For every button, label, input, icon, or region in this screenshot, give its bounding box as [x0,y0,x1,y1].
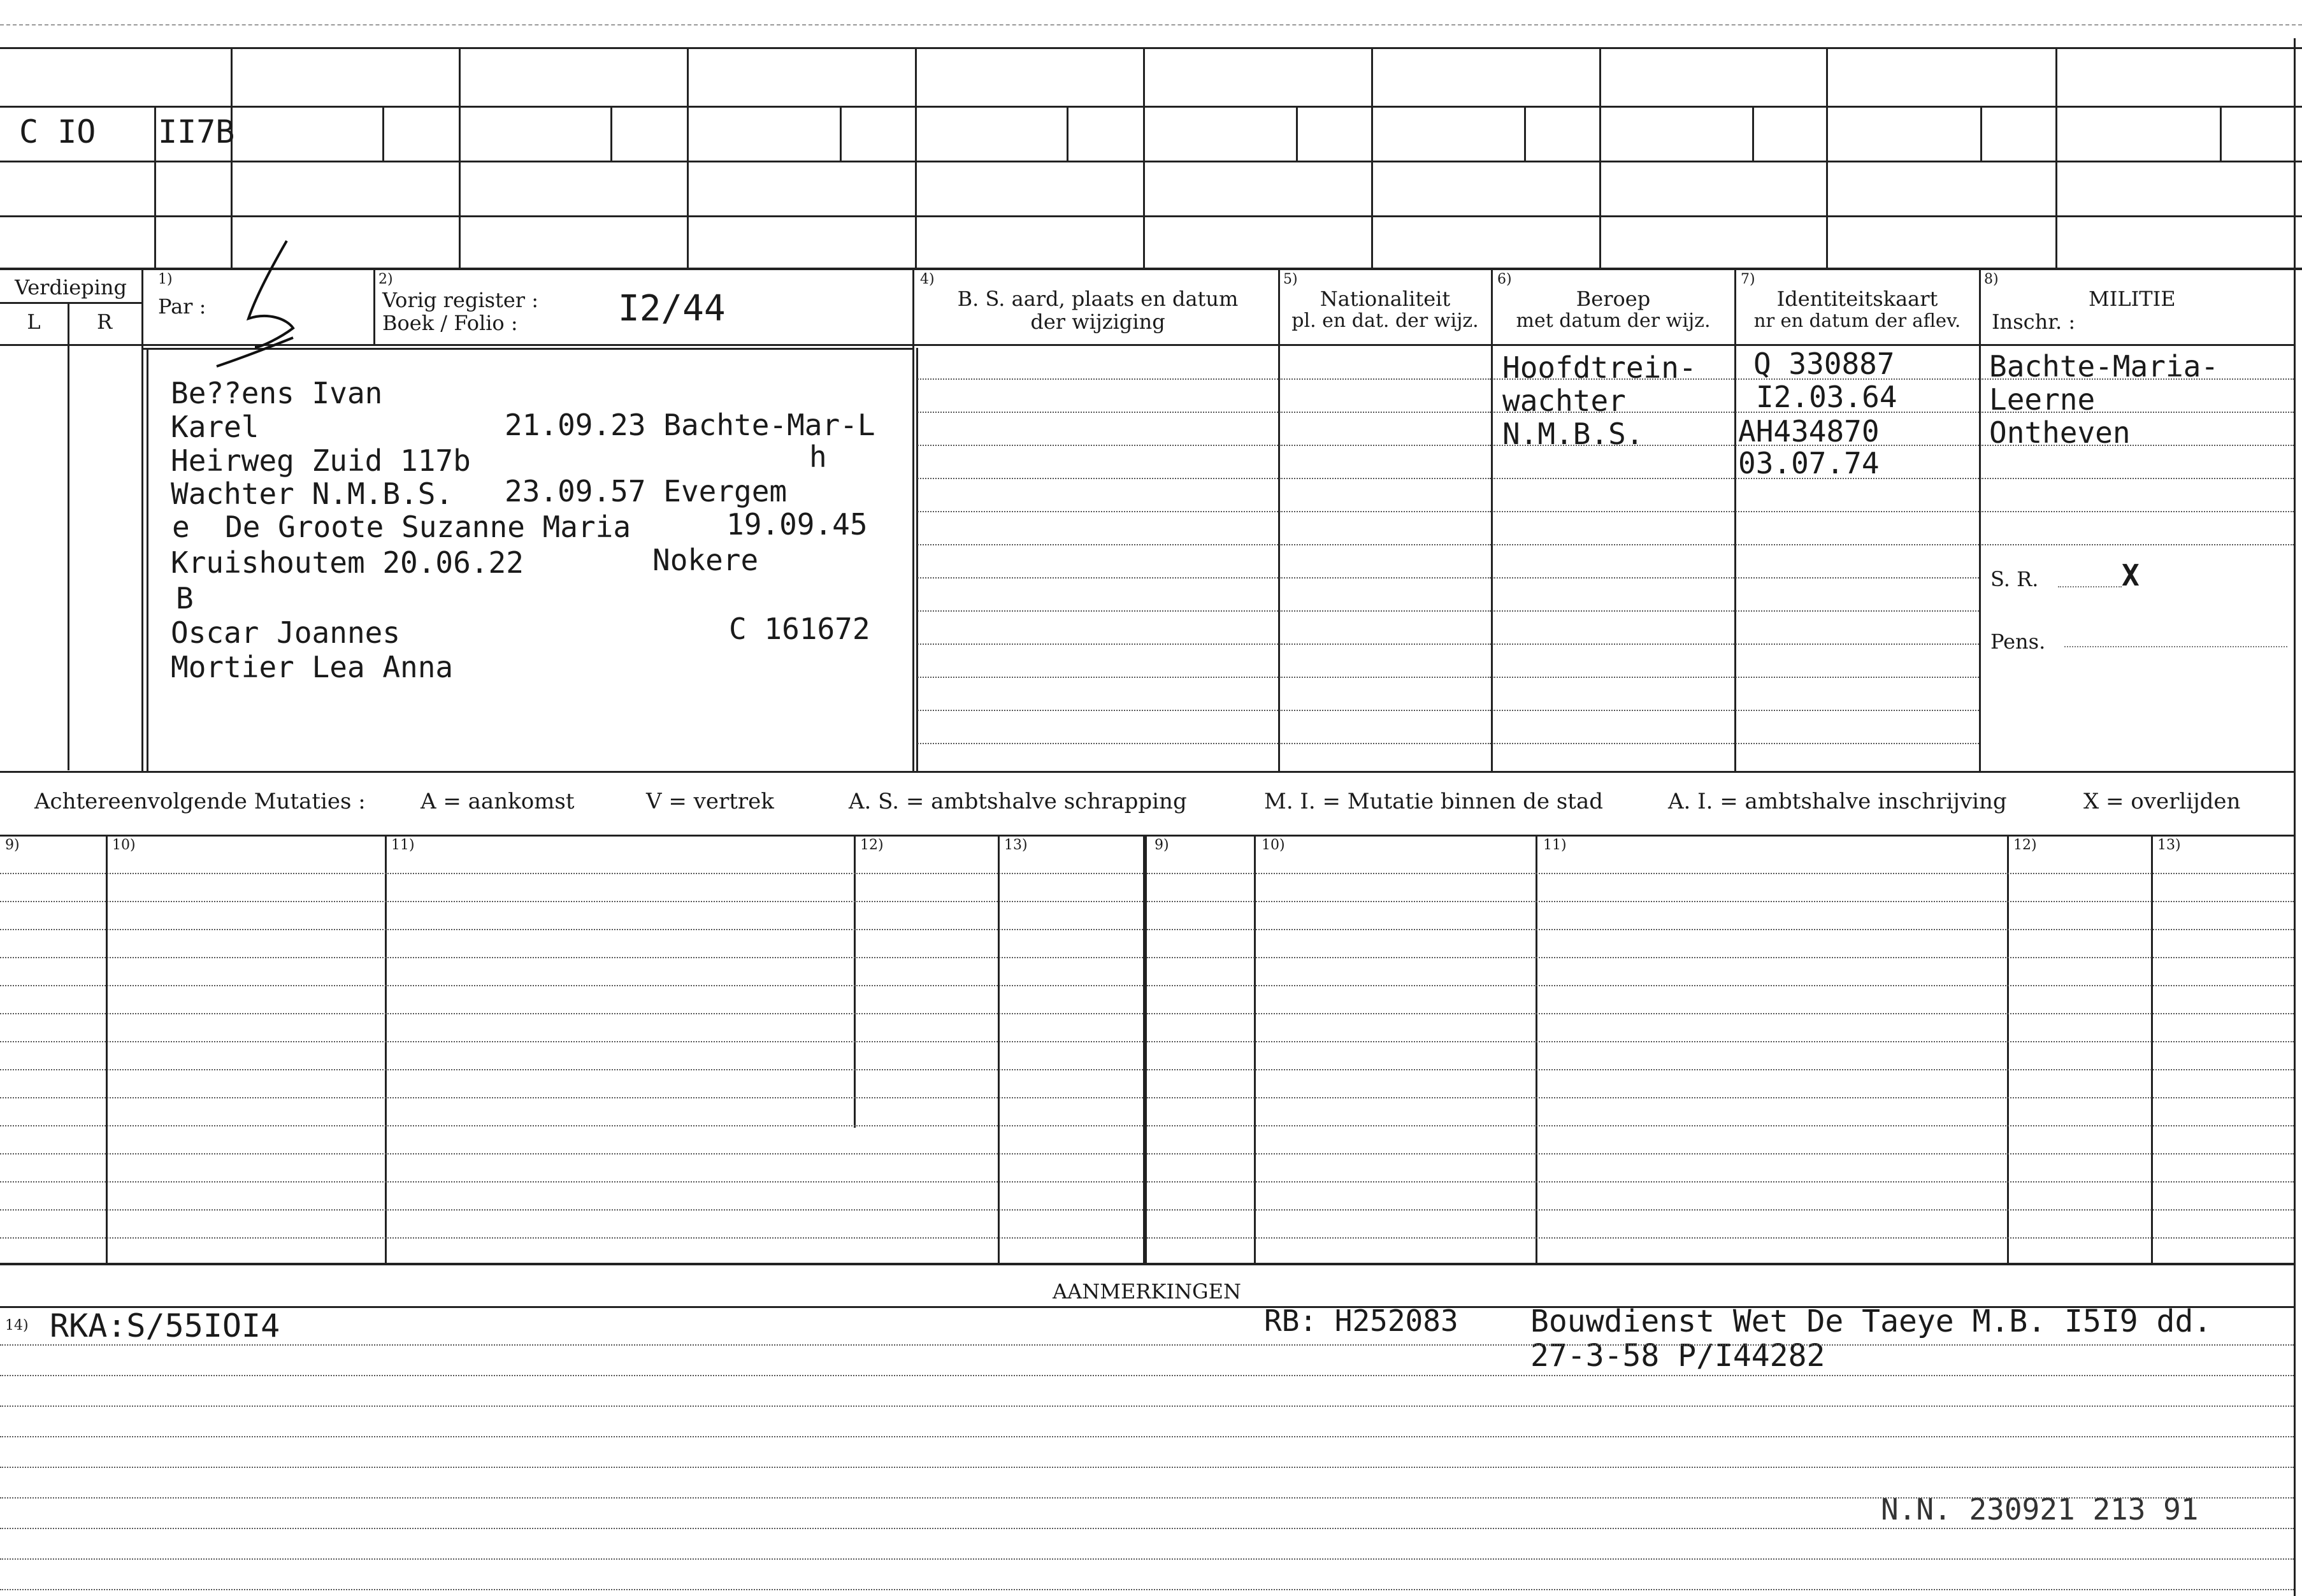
grid-line [231,47,233,268]
legend-mi: M. I. = Mutatie binnen de stad [1264,789,1603,814]
ruled-line [0,985,1143,986]
militie-line-1: Bachte-Maria- [1989,349,2219,384]
grid-line [1536,835,1537,1263]
ruled-line [917,743,1278,744]
ruled-line [0,1209,1143,1211]
ruled-line [917,677,1278,678]
grid-line [0,106,2302,108]
nat-num: 5) [1283,271,1298,287]
ruled-line [0,1069,1143,1070]
person-spouse-birth: Kruishoutem 20.06.22 [171,545,524,580]
vorig-num: 2) [378,271,393,287]
id-label-1: Identiteitskaart [1776,287,1938,311]
rb-text: RB: H252083 [1264,1304,1458,1338]
vorig-label: Vorig register : [382,288,539,312]
col-12-right: 12) [2013,837,2037,853]
grid-line [0,215,2302,217]
bouwdienst-text-2: 27-3-58 P/I44282 [1530,1338,1825,1374]
grid-line [915,47,917,268]
ruled-line [1736,643,1979,645]
ruled-line [1736,677,1979,678]
grid-line [1254,835,1256,1263]
ruled-line [0,1344,2294,1346]
militie-line-3: Ontheven [1989,415,2131,450]
ruled-line [0,901,1143,902]
vorig-value: I2/44 [618,288,726,329]
col-10-right: 10) [1262,837,1285,853]
grid-line [385,835,387,1263]
grid-line [154,106,156,268]
top-edge [0,24,2302,25]
ruled-line [1492,743,1734,744]
r-label: R [96,310,113,334]
grid-line [998,835,1000,1263]
grid-line [1979,268,1981,771]
grid-line [68,302,69,770]
person-address-note: h [809,440,827,474]
ruled-line [1492,710,1734,711]
pens-fill-line [2064,646,2287,647]
ruled-line [1736,577,1979,579]
legend-as: A. S. = ambtshalve schrapping [849,789,1187,814]
ruled-line [1736,544,1979,545]
ruled-line [917,643,1278,645]
aanmerkingen-title: AANMERKINGEN [1053,1279,1241,1304]
ruled-line [1147,985,2294,986]
ruled-line [1279,677,1491,678]
militie-line-2: Leerne [1989,382,2096,417]
sr-value: X [2122,558,2140,593]
ruled-line [1980,478,2294,479]
grid-line [1371,47,1373,268]
ruled-line [0,1436,2294,1437]
beroep-label-1: Beroep [1576,287,1651,311]
ruled-line [1279,544,1491,545]
ruled-line [1980,511,2294,512]
beroep-num: 6) [1497,271,1512,287]
grid-line [912,268,914,771]
aanmerkingen-num: 14) [5,1318,29,1334]
header-number: II7B [158,113,235,150]
right-edge [2294,38,2296,1596]
person-spouse-place: Nokere [652,543,759,577]
col-12-left: 12) [860,837,884,853]
ruled-line [917,511,1278,512]
inschr-label: Inschr. : [1992,310,2076,334]
person-id-number: C 161672 [729,612,870,646]
ruled-line [0,1528,2294,1529]
ruled-line [917,445,1278,446]
col-13-left: 13) [1004,837,1028,853]
sr-fill-line [2058,586,2122,587]
ruled-line [917,378,1278,380]
grid-line [382,106,384,161]
beroep-line-1: Hoofdtrein- [1502,350,1697,385]
rka-text: RKA:S/55IOI4 [50,1307,280,1344]
militie-label: MILITIE [2089,287,2176,311]
legend-x: X = overlijden [2083,789,2241,814]
beroep-label-2: met datum der wijz. [1516,310,1711,332]
ruled-line [0,957,1143,958]
ruled-line [1279,378,1491,380]
grid-line [0,268,2302,270]
nat-label-2: pl. en dat. der wijz. [1291,310,1479,332]
grid-line [840,106,842,161]
grid-line [1599,47,1601,268]
boek-label: Boek / Folio : [382,311,518,335]
grid-line [610,106,612,161]
grid-line [1067,106,1068,161]
person-spouse: e De Groote Suzanne Maria [172,510,631,544]
ruled-line [917,544,1278,545]
nat-label-1: Nationaliteit [1320,287,1451,311]
ruled-line [917,710,1278,711]
grid-line [141,268,143,771]
ruled-line [1147,1153,2294,1154]
ruled-line [1279,710,1491,711]
col-9-right: 9) [1155,837,1169,853]
ruled-line [1147,901,2294,902]
ruled-line [0,1497,2294,1499]
ruled-line [1279,610,1491,612]
ruled-line [1492,643,1734,645]
ruled-line [1492,610,1734,612]
ruled-line [1147,1125,2294,1126]
ruled-line [0,1237,1143,1239]
ruled-line [0,1405,2294,1407]
grid-line [0,1263,2294,1265]
militie-num: 8) [1984,271,1999,287]
grid-line [459,47,461,268]
ruled-line [1279,577,1491,579]
grid-line [0,161,2302,162]
ruled-line [1147,1097,2294,1098]
ruled-line [1147,1209,2294,1211]
ruled-line [1279,643,1491,645]
person-b: B [176,581,194,615]
mutaties-title: Achtereenvolgende Mutaties : [34,789,366,814]
person-address: Heirweg Zuid 117b [171,443,471,478]
legend-v: V = vertrek [646,789,774,814]
grid-line [1143,835,1147,1263]
legend-ai: A. I. = ambtshalve inschrijving [1668,789,2007,814]
ruled-line [0,1181,1143,1183]
bs-num: 4) [920,271,935,287]
ruled-line [1147,1237,2294,1239]
ruled-line [917,412,1278,413]
grid-line [1143,47,1145,268]
grid-line [1278,268,1280,771]
ruled-line [917,610,1278,612]
ruled-line [0,1153,1143,1154]
col-10-left: 10) [112,837,136,853]
grid-line [1752,106,1754,161]
ruled-line [1736,511,1979,512]
grid-line [854,835,856,1128]
bs-label-1: B. S. aard, plaats en datum [957,287,1239,311]
ruled-line [1147,1041,2294,1042]
sr-label: S. R. [1990,567,2039,591]
grid-line [0,835,2294,837]
grid-line [147,348,148,771]
id-line-3: AH434870 [1738,414,1880,449]
id-label-2: nr en datum der aflev. [1753,310,1961,331]
col-13-right: 13) [2157,837,2181,853]
ruled-line [1279,412,1491,413]
ruled-line [1980,544,2294,545]
legend-a: A = aankomst [421,789,575,814]
ruled-line [1492,478,1734,479]
col-11-left: 11) [391,837,415,853]
id-line-4: 03.07.74 [1738,446,1880,480]
ruled-line [1147,1069,2294,1070]
beroep-line-2: wachter [1502,384,1626,418]
ruled-line [1492,511,1734,512]
grid-line [1491,268,1493,771]
person-occupation: Wachter N.M.B.S. [171,477,454,511]
ruled-line [0,1013,1143,1014]
ruled-line [1492,544,1734,545]
person-marriage-date: 19.09.45 [726,507,868,542]
grid-line [2055,47,2057,268]
grid-line [106,835,108,1263]
bouwdienst-text-1: Bouwdienst Wet De Taeye M.B. I5I9 dd. [1530,1304,2212,1339]
ruled-line [1279,478,1491,479]
ruled-line [0,1125,1143,1126]
ruled-line [1736,743,1979,744]
person-father: Oscar Joannes [171,615,401,650]
ruled-line [0,1041,1143,1042]
person-firstname: Karel [171,410,259,444]
grid-line [1826,47,1828,268]
grid-line [2151,835,2153,1263]
header-code: C IO [19,113,96,150]
id-line-2: I2.03.64 [1756,380,1897,414]
grid-line [2220,106,2222,161]
person-mother: Mortier Lea Anna [171,650,454,684]
ruled-line [1147,1181,2294,1183]
ruled-line [1279,743,1491,744]
ruled-line [917,478,1278,479]
l-label: L [27,310,41,334]
grid-line [1296,106,1298,161]
ruled-line [1736,710,1979,711]
ruled-line [1147,957,2294,958]
beroep-line-3: N.M.B.S. [1502,417,1644,451]
ruled-line [1736,610,1979,612]
ruled-line [0,1467,2294,1468]
ruled-line [0,1558,2294,1560]
ruled-line [0,1097,1143,1098]
person-name: Be??ens Ivan [171,376,383,410]
bs-label-2: der wijziging [1030,310,1165,334]
id-num: 7) [1741,271,1755,287]
grid-line [2007,835,2009,1263]
grid-line [373,268,375,344]
col-9-left: 9) [5,837,20,853]
col-11-right: 11) [1543,837,1567,853]
grid-line [687,47,689,268]
ruled-line [0,929,1143,930]
par-label: Par : [158,294,206,319]
grid-line [1734,268,1736,771]
ruled-line [1492,677,1734,678]
person-occupation-date: 23.09.57 Evergem [505,474,788,508]
nn-number: N.N. 230921 213 91 [1881,1492,2199,1527]
ruled-line [1147,873,2294,874]
ruled-line [0,873,1143,874]
grid-line [1980,106,1982,161]
par-num: 1) [158,271,173,287]
ruled-line [917,577,1278,579]
ruled-line [1147,1013,2294,1014]
par-signature-mark [210,236,319,370]
grid-line [1524,106,1526,161]
verdieping-label: Verdieping [15,275,127,299]
grid-line [0,47,2302,49]
pens-label: Pens. [1990,629,2046,654]
grid-line [0,302,141,304]
ruled-line [0,1589,2294,1590]
ruled-line [1279,511,1491,512]
person-birth: 21.09.23 Bachte-Mar-L [505,408,875,442]
ruled-line [0,1375,2294,1376]
ruled-line [1147,929,2294,930]
grid-line [0,344,2294,346]
ruled-line [1492,577,1734,579]
id-line-1: Q 330887 [1753,347,1895,381]
ruled-line [1279,445,1491,446]
grid-line [0,771,2294,773]
